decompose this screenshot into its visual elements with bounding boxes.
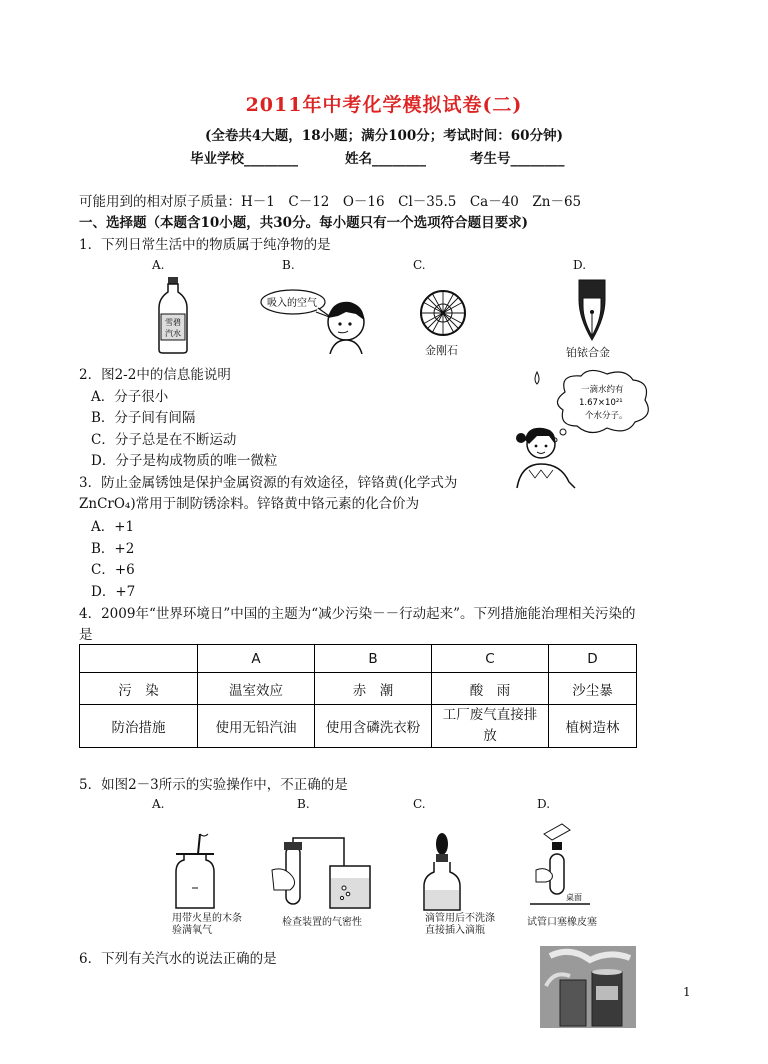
table-cell: 赤 潮 xyxy=(315,673,432,705)
caption-line: 直接插入滴瓶 xyxy=(425,925,485,936)
diamond-caption: 金刚石 xyxy=(425,344,458,357)
table-cell: 使用无铅汽油 xyxy=(198,705,315,748)
table-row xyxy=(80,705,637,748)
table-cell: 温室效应 xyxy=(198,673,315,705)
exam-subtitle: (全卷共4大题，18小题；满分100分；考试时间：60分钟) xyxy=(205,128,563,144)
student-number-field: 考生号________ xyxy=(470,151,565,167)
alloy-caption: 铂铱合金 xyxy=(566,346,610,359)
table-row xyxy=(80,645,637,673)
q1-label-a: A. xyxy=(152,258,165,272)
question-4-stem-line1: 4．2009年“世界环境日”中国的主题为“减少污染－－行动起来”。下列措施能治理相关污染的 xyxy=(79,606,636,622)
page-title: 2011年中考化学模拟试卷(二) xyxy=(245,94,523,116)
question-2-stem: 2．图2-2中的信息能说明 xyxy=(79,367,231,383)
table-cell: 沙尘暴 xyxy=(549,673,637,705)
caption-line: 验满氧气 xyxy=(172,925,212,936)
caption-line: 用带火星的木条 xyxy=(172,913,242,924)
q2-option-c: C．分子总是在不断运动 xyxy=(91,432,237,448)
diamond-image xyxy=(418,288,468,338)
page-number: 1 xyxy=(683,985,691,999)
table-surface-label: 桌面 xyxy=(566,893,582,902)
girl-thinking-image xyxy=(515,366,665,490)
table-cell: D xyxy=(549,645,637,673)
table-cell: C xyxy=(432,645,549,673)
q5-caption-a xyxy=(172,913,242,937)
table-cell: 污 染 xyxy=(80,673,198,705)
bottle-label-1: 雪碧 xyxy=(165,318,181,327)
q5-label-a: A. xyxy=(152,797,165,811)
q3-option-d: D．+7 xyxy=(91,584,136,600)
question-5-stem: 5．如图2－3所示的实验操作中，不正确的是 xyxy=(79,777,348,793)
q5-caption-b: 检查装置的气密性 xyxy=(282,917,362,928)
q1-label-b: B. xyxy=(282,258,295,272)
q5-label-d: D. xyxy=(537,797,551,811)
q3-option-b: B．+2 xyxy=(91,541,135,557)
cloud-line-3: 个水分子。 xyxy=(585,411,628,421)
table-cell: 植树造林 xyxy=(549,705,637,748)
cloud-line-1: 一滴水约有 xyxy=(581,385,624,395)
dropper-bottle-image xyxy=(420,832,464,912)
question-4-stem-line2: 是 xyxy=(79,627,93,643)
test-tube-stopper-image xyxy=(530,822,590,908)
q5-caption-d: 试管口塞橡皮塞 xyxy=(527,917,597,928)
q3-option-c: C．+6 xyxy=(91,562,135,578)
question-1-stem: 1．下列日常生活中的物质属于纯净物的是 xyxy=(79,237,331,253)
school-field: 毕业学校________ xyxy=(190,151,298,167)
gas-bottle-splint-image xyxy=(170,832,220,912)
q2-option-d: D．分子是构成物质的唯一微粒 xyxy=(91,453,278,469)
q1-label-d: D. xyxy=(573,258,587,272)
question-3-stem-line1: 3．防止金属锈蚀是保护金属资源的有效途径，锌铬黄(化学式为 xyxy=(79,475,458,491)
q3-option-a: A．+1 xyxy=(91,519,135,535)
name-field: 姓名________ xyxy=(345,151,426,167)
soda-bottle-image xyxy=(155,276,191,354)
table-cell: 防治措施 xyxy=(80,705,198,748)
question-3-stem-line2: ZnCrO₄)常用于制防锈涂料。锌铬黄中铬元素的化合价为 xyxy=(79,496,420,512)
soda-cans-photo xyxy=(540,946,636,1028)
cloud-line-2: 1.67×10²¹ xyxy=(579,398,623,408)
atomic-masses: 可能用到的相对原子质量：H－1 C－12 O－16 Cl－35.5 Ca－40 Zn－65 xyxy=(79,194,582,210)
caption-line: 滴管用后不洗涤 xyxy=(425,913,495,924)
question-6-stem: 6．下列有关汽水的说法正确的是 xyxy=(79,951,277,967)
q2-option-a: A．分子很小 xyxy=(91,389,169,405)
pen-nib-image xyxy=(575,278,609,342)
section-heading: 一、选择题（本题含10小题，共30分。每小题只有一个选项符合题目要求) xyxy=(79,215,528,231)
q5-label-c: C. xyxy=(413,797,426,811)
bottle-label-2: 汽水 xyxy=(165,329,181,338)
table-cell: A xyxy=(198,645,315,673)
q5-label-b: B. xyxy=(297,797,310,811)
q5-caption-c xyxy=(425,913,495,937)
boy-breathing-image xyxy=(258,280,368,354)
q1-label-c: C. xyxy=(413,258,426,272)
table-cell: 酸 雨 xyxy=(432,673,549,705)
table-cell: B xyxy=(315,645,432,673)
table-cell: 使用含磷洗衣粉 xyxy=(315,705,432,748)
table-cell: 工厂废气直接排放 xyxy=(432,705,549,748)
airtightness-apparatus-image xyxy=(270,836,378,912)
bubble-text: 吸入的空气 xyxy=(267,298,317,309)
q2-option-b: B．分子间有间隔 xyxy=(91,410,196,426)
pollution-table xyxy=(79,644,637,748)
table-row xyxy=(80,673,637,705)
table-cell xyxy=(80,645,198,673)
